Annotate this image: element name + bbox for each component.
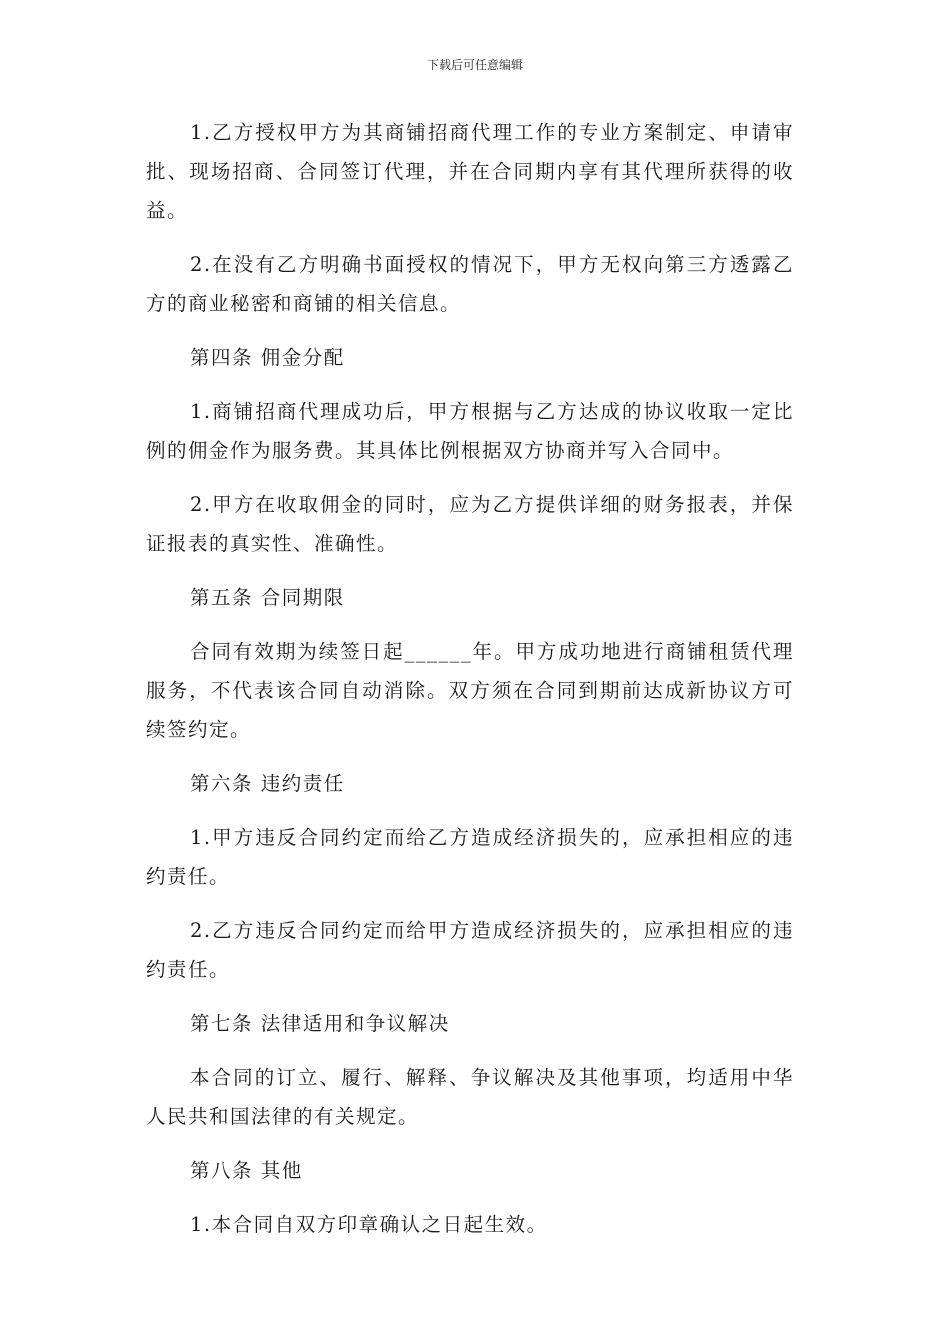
article-8-heading: 第八条 其他 <box>190 1159 303 1182</box>
document-body <box>146 113 794 1259</box>
article-7-heading: 第七条 法律适用和争议解决 <box>190 1012 450 1035</box>
article-5-heading: 第五条 合同期限 <box>190 586 345 609</box>
article-4-heading: 第四条 佣金分配 <box>190 346 345 369</box>
clause-6-item-1: 1.甲方违反合同约定而给乙方造成经济损失的，应承担相应的违约责任。 <box>146 826 794 888</box>
clause-5-body: 合同有效期为续签日起______年。甲方成功地进行商铺租赁代理服务，不代表该合同自动消除。双方须在合同到期前达成新协议方可续签约定。 <box>146 640 794 741</box>
clause-4-item-1: 1.商铺招商代理成功后，甲方根据与乙方达成的协议收取一定比例的佣金作为服务费。其具体比例根据双方协商并写入合同中。 <box>146 400 794 462</box>
clause-3-item-1: 1.乙方授权甲方为其商铺招商代理工作的专业方案制定、申请审批、现场招商、合同签订代理，并在合同期内享有其代理所获得的收益。 <box>146 121 794 222</box>
clause-6-item-2: 2.乙方违反合同约定而给甲方造成经济损失的，应承担相应的违约责任。 <box>146 919 794 981</box>
clause-7-body: 本合同的订立、履行、解释、争议解决及其他事项，均适用中华人民共和国法律的有关规定。 <box>146 1066 794 1128</box>
clause-4-item-2: 2.甲方在收取佣金的同时，应为乙方提供详细的财务报表，并保证报表的真实性、准确性。 <box>146 493 794 555</box>
page-header: 下载后可任意编辑 <box>426 58 523 72</box>
clause-3-item-2: 2.在没有乙方明确书面授权的情况下，甲方无权向第三方透露乙方的商业秘密和商铺的相关信息。 <box>146 253 794 315</box>
clause-8-item-1: 1.本合同自双方印章确认之日起生效。 <box>190 1213 548 1236</box>
article-6-heading: 第六条 违约责任 <box>190 772 345 795</box>
